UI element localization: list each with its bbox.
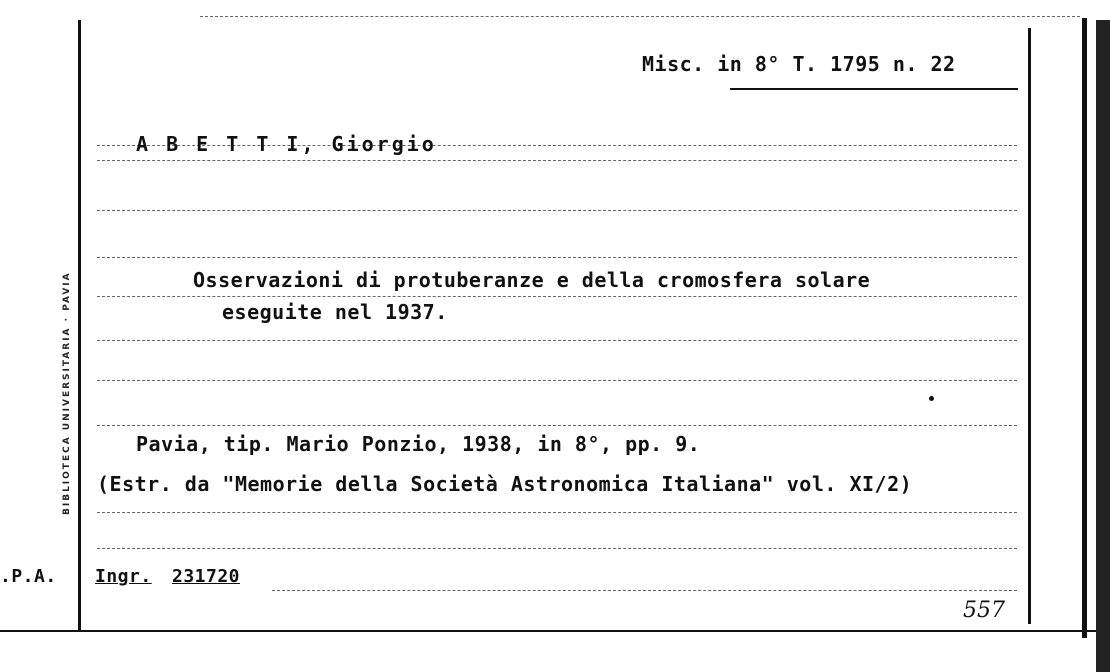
shelfmark: Misc. in 8° T. 1795 n. 22: [642, 52, 956, 76]
rule-line: [97, 210, 1017, 211]
handwritten-number: 557: [963, 598, 1005, 623]
sigla: .P.A.: [0, 566, 57, 587]
title-line-1: Osservazioni di protuberanze e della cromosfera solare: [193, 268, 871, 292]
rule-line: [97, 380, 1017, 381]
imprint: Pavia, tip. Mario Ponzio, 1938, in 8°, pp. 9.: [136, 432, 701, 456]
ingr-number: 231720: [172, 566, 241, 587]
library-stamp: BIBLIOTECA UNIVERSITARIA · PAVIA: [62, 271, 72, 515]
extract-note: (Estr. da "Memorie della Società Astronomica Italiana" vol. XI/2): [97, 472, 913, 496]
rule-line: [97, 296, 1017, 297]
rule-line: [97, 512, 1017, 513]
rule-line: [272, 590, 1017, 591]
bottom-border: [0, 630, 1096, 632]
rule-line: [97, 257, 1017, 258]
left-margin-line: [78, 20, 81, 630]
top-border: [200, 16, 1080, 17]
rule-line: [97, 548, 1017, 549]
ink-dot: [929, 396, 934, 401]
rule-line: [97, 340, 1017, 341]
right-edge-line: [1082, 18, 1087, 638]
rule-line: [97, 425, 1017, 426]
ingr-label: Ingr.: [95, 566, 152, 587]
shelfmark-underline: [730, 88, 1018, 90]
title-line-2: eseguite nel 1937.: [222, 300, 448, 324]
author-heading: A B E T T I, Giorgio: [136, 132, 437, 156]
rule-line: [97, 160, 1017, 161]
right-margin-line: [1028, 28, 1031, 624]
card-edge-shadow: [1096, 20, 1110, 672]
